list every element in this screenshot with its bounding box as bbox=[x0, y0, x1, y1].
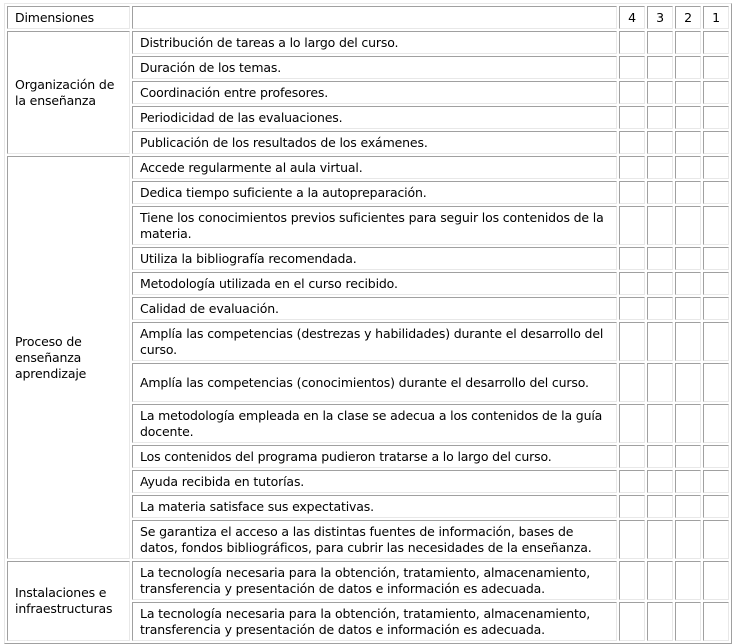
score-cell-4[interactable] bbox=[619, 81, 645, 104]
item-text: Tiene los conocimientos previos suficientes para seguir los contenidos de la materia. bbox=[132, 206, 617, 245]
score-cell-4[interactable] bbox=[619, 156, 645, 179]
score-cell-1[interactable] bbox=[703, 31, 729, 54]
score-cell-1[interactable] bbox=[703, 81, 729, 104]
score-cell-2[interactable] bbox=[675, 247, 701, 270]
evaluation-table-frame bbox=[4, 3, 732, 644]
dimension-label: Instalaciones e infraestructuras bbox=[7, 561, 130, 641]
item-text: Ayuda recibida en tutorías. bbox=[132, 470, 617, 493]
score-cell-4[interactable] bbox=[619, 363, 645, 402]
score-cell-4[interactable] bbox=[619, 272, 645, 295]
score-cell-1[interactable] bbox=[703, 297, 729, 320]
score-header-2: 2 bbox=[675, 6, 701, 29]
score-cell-1[interactable] bbox=[703, 495, 729, 518]
score-cell-3[interactable] bbox=[647, 445, 673, 468]
score-cell-4[interactable] bbox=[619, 602, 645, 641]
table-row bbox=[7, 31, 729, 54]
item-text: Coordinación entre profesores. bbox=[132, 81, 617, 104]
score-cell-1[interactable] bbox=[703, 322, 729, 361]
score-cell-3[interactable] bbox=[647, 272, 673, 295]
score-cell-1[interactable] bbox=[703, 206, 729, 245]
dimension-label: Proceso de enseñanza aprendizaje bbox=[7, 156, 130, 559]
score-cell-4[interactable] bbox=[619, 106, 645, 129]
score-cell-4[interactable] bbox=[619, 470, 645, 493]
item-text: La materia satisface sus expectativas. bbox=[132, 495, 617, 518]
score-cell-1[interactable] bbox=[703, 363, 729, 402]
score-header-3: 3 bbox=[647, 6, 673, 29]
item-text: Publicación de los resultados de los exámenes. bbox=[132, 131, 617, 154]
score-cell-2[interactable] bbox=[675, 495, 701, 518]
item-text: La tecnología necesaria para la obtención, tratamiento, almacenamiento, transferencia y presentación de datos e información es adecuada. bbox=[132, 561, 617, 600]
score-cell-3[interactable] bbox=[647, 322, 673, 361]
score-cell-2[interactable] bbox=[675, 56, 701, 79]
score-cell-2[interactable] bbox=[675, 156, 701, 179]
item-text: Amplía las competencias (destrezas y habilidades) durante el desarrollo del curso. bbox=[132, 322, 617, 361]
item-header bbox=[132, 6, 617, 29]
score-cell-3[interactable] bbox=[647, 404, 673, 443]
item-text: La tecnología necesaria para la obtención, tratamiento, almacenamiento, transferencia y presentación de datos e información es adecuada. bbox=[132, 602, 617, 641]
item-text: Duración de los temas. bbox=[132, 56, 617, 79]
score-cell-2[interactable] bbox=[675, 206, 701, 245]
item-text: Periodicidad de las evaluaciones. bbox=[132, 106, 617, 129]
score-cell-2[interactable] bbox=[675, 602, 701, 641]
score-cell-1[interactable] bbox=[703, 56, 729, 79]
score-cell-1[interactable] bbox=[703, 470, 729, 493]
score-header-1: 1 bbox=[703, 6, 729, 29]
score-cell-4[interactable] bbox=[619, 445, 645, 468]
score-cell-3[interactable] bbox=[647, 470, 673, 493]
score-cell-3[interactable] bbox=[647, 363, 673, 402]
score-cell-4[interactable] bbox=[619, 297, 645, 320]
score-cell-1[interactable] bbox=[703, 247, 729, 270]
table-row bbox=[7, 156, 729, 179]
score-cell-2[interactable] bbox=[675, 322, 701, 361]
score-cell-3[interactable] bbox=[647, 561, 673, 600]
score-cell-2[interactable] bbox=[675, 404, 701, 443]
item-text: Dedica tiempo suficiente a la autopreparación. bbox=[132, 181, 617, 204]
score-cell-4[interactable] bbox=[619, 31, 645, 54]
score-cell-3[interactable] bbox=[647, 31, 673, 54]
score-cell-3[interactable] bbox=[647, 297, 673, 320]
score-cell-3[interactable] bbox=[647, 206, 673, 245]
score-cell-2[interactable] bbox=[675, 31, 701, 54]
table-row bbox=[7, 561, 729, 600]
score-cell-3[interactable] bbox=[647, 106, 673, 129]
score-cell-4[interactable] bbox=[619, 131, 645, 154]
score-cell-3[interactable] bbox=[647, 247, 673, 270]
item-text: Los contenidos del programa pudieron tratarse a lo largo del curso. bbox=[132, 445, 617, 468]
score-cell-4[interactable] bbox=[619, 56, 645, 79]
score-cell-2[interactable] bbox=[675, 363, 701, 402]
score-cell-3[interactable] bbox=[647, 602, 673, 641]
score-cell-4[interactable] bbox=[619, 206, 645, 245]
evaluation-table bbox=[5, 4, 731, 643]
score-cell-3[interactable] bbox=[647, 520, 673, 559]
score-cell-2[interactable] bbox=[675, 272, 701, 295]
score-cell-2[interactable] bbox=[675, 131, 701, 154]
item-text: Calidad de evaluación. bbox=[132, 297, 617, 320]
score-cell-4[interactable] bbox=[619, 495, 645, 518]
score-cell-2[interactable] bbox=[675, 106, 701, 129]
item-text: Amplía las competencias (conocimientos) durante el desarrollo del curso. bbox=[132, 363, 617, 402]
score-cell-1[interactable] bbox=[703, 445, 729, 468]
score-cell-3[interactable] bbox=[647, 156, 673, 179]
score-cell-3[interactable] bbox=[647, 495, 673, 518]
score-cell-4[interactable] bbox=[619, 247, 645, 270]
score-cell-4[interactable] bbox=[619, 561, 645, 600]
score-cell-1[interactable] bbox=[703, 131, 729, 154]
dimension-label: Organización de la enseñanza bbox=[7, 31, 130, 154]
score-cell-3[interactable] bbox=[647, 131, 673, 154]
score-header-4: 4 bbox=[619, 6, 645, 29]
score-cell-1[interactable] bbox=[703, 272, 729, 295]
score-cell-2[interactable] bbox=[675, 445, 701, 468]
score-cell-2[interactable] bbox=[675, 181, 701, 204]
score-cell-1[interactable] bbox=[703, 602, 729, 641]
score-cell-1[interactable] bbox=[703, 106, 729, 129]
score-cell-2[interactable] bbox=[675, 470, 701, 493]
score-cell-2[interactable] bbox=[675, 81, 701, 104]
score-cell-3[interactable] bbox=[647, 181, 673, 204]
item-text: Se garantiza el acceso a las distintas fuentes de información, bases de datos, fondos bibliográficos, para cubrir las necesidades de la enseñanza. bbox=[132, 520, 617, 559]
score-cell-3[interactable] bbox=[647, 56, 673, 79]
score-cell-4[interactable] bbox=[619, 322, 645, 361]
score-cell-1[interactable] bbox=[703, 181, 729, 204]
score-cell-4[interactable] bbox=[619, 181, 645, 204]
score-cell-1[interactable] bbox=[703, 561, 729, 600]
score-cell-1[interactable] bbox=[703, 520, 729, 559]
item-text: Distribución de tareas a lo largo del curso. bbox=[132, 31, 617, 54]
item-text: Accede regularmente al aula virtual. bbox=[132, 156, 617, 179]
item-text: Metodología utilizada en el curso recibido. bbox=[132, 272, 617, 295]
score-cell-3[interactable] bbox=[647, 81, 673, 104]
score-cell-2[interactable] bbox=[675, 297, 701, 320]
dimensions-header: Dimensiones bbox=[7, 6, 130, 29]
score-cell-4[interactable] bbox=[619, 520, 645, 559]
score-cell-1[interactable] bbox=[703, 404, 729, 443]
score-cell-2[interactable] bbox=[675, 561, 701, 600]
header-row bbox=[7, 6, 729, 29]
score-cell-1[interactable] bbox=[703, 156, 729, 179]
item-text: La metodología empleada en la clase se adecua a los contenidos de la guía docente. bbox=[132, 404, 617, 443]
item-text: Utiliza la bibliografía recomendada. bbox=[132, 247, 617, 270]
score-cell-4[interactable] bbox=[619, 404, 645, 443]
score-cell-2[interactable] bbox=[675, 520, 701, 559]
